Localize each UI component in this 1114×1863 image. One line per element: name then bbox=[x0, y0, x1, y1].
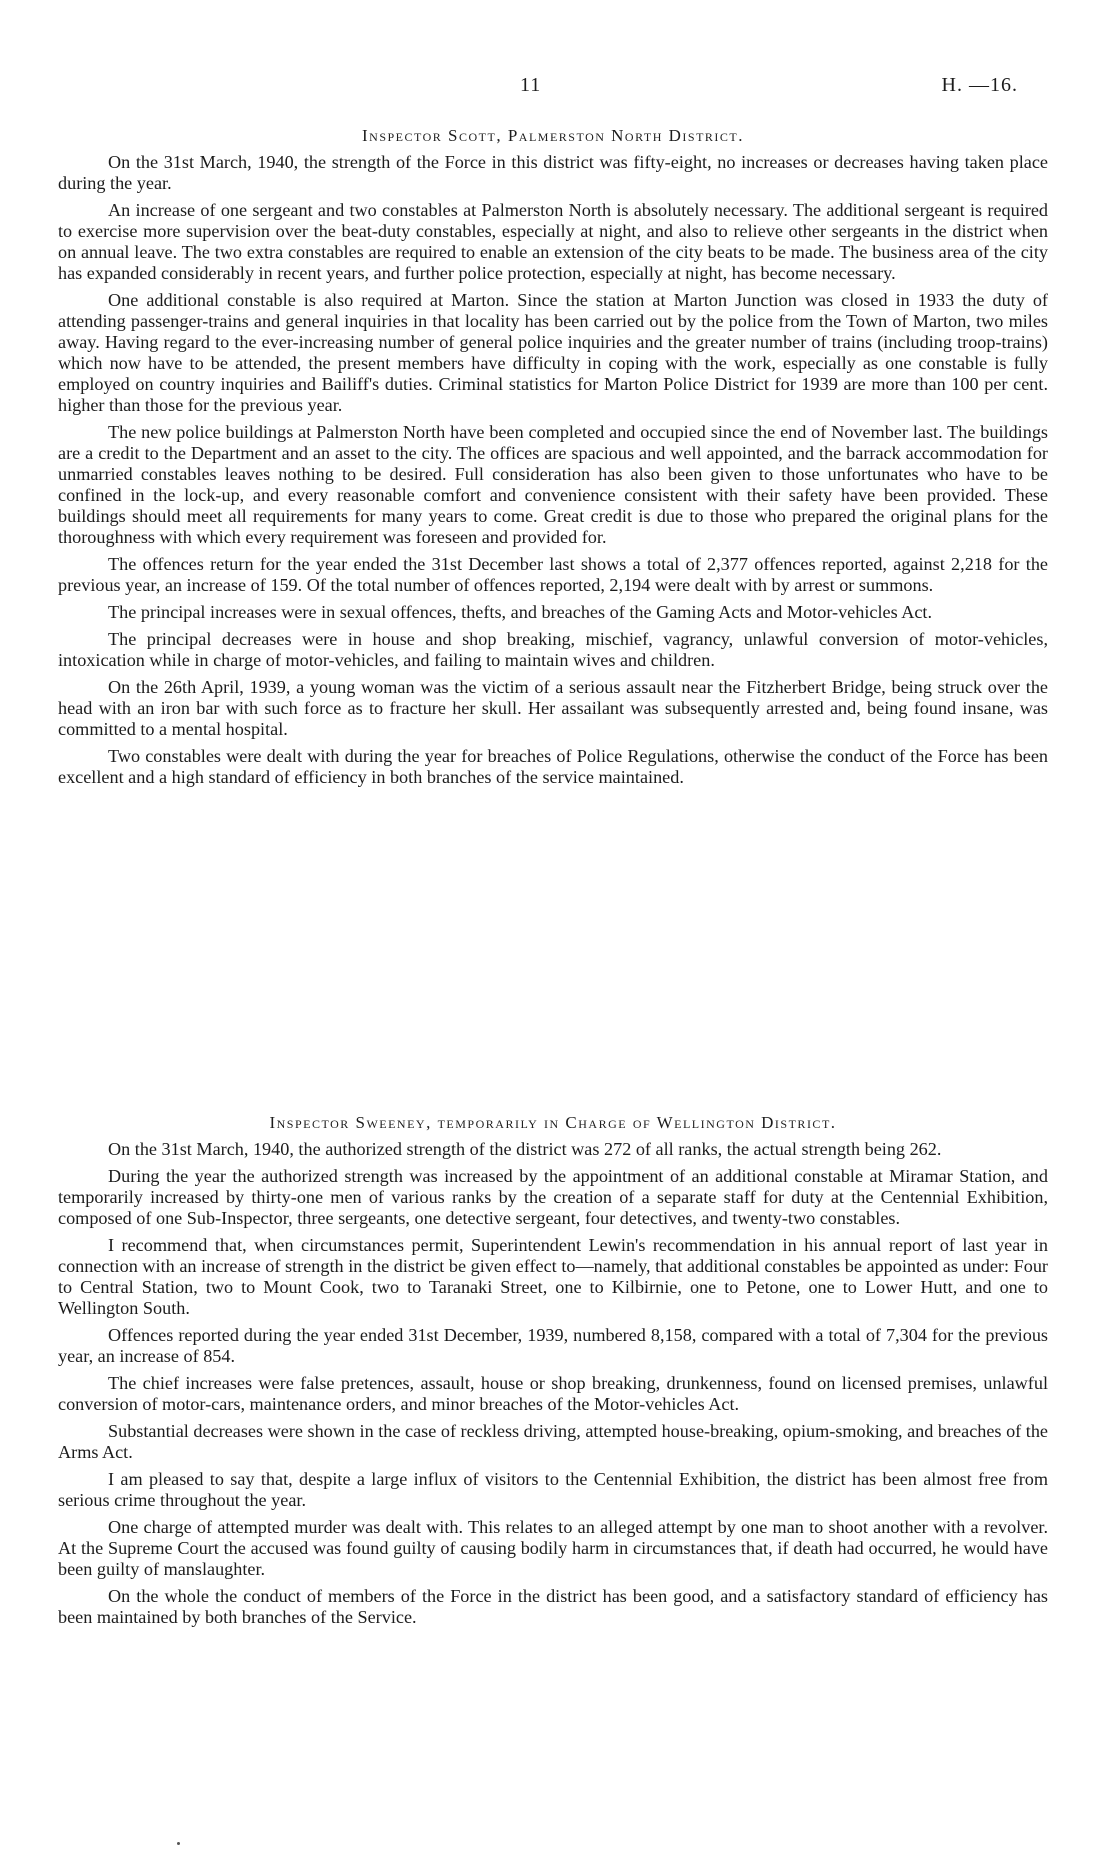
paragraph: On the 31st March, 1940, the strength of the Force in this district was fifty-eight, no increases or decreases having taken place during the year. bbox=[58, 152, 1048, 193]
paragraph: The chief increases were false pretences, assault, house or shop breaking, drunkenness, found on licensed premises, unlawful conversion of motor-cars, maintenance orders, and minor breaches of the Motor-vehicles Act. bbox=[58, 1373, 1048, 1414]
paragraph: On the whole the conduct of members of the Force in the district has been good, and a satisfactory standard of efficiency has been maintained by both branches of the Service. bbox=[58, 1586, 1048, 1627]
paragraph: The principal decreases were in house and shop breaking, mischief, vagrancy, unlawful conversion of motor-vehicles, intoxication while in charge of motor-vehicles, and failing to maintain wives and children. bbox=[58, 629, 1048, 670]
page-number: 11 bbox=[520, 74, 542, 96]
document-reference: H. —16. bbox=[941, 74, 1018, 96]
paragraph: Substantial decreases were shown in the case of reckless driving, attempted house-breaking, opium-smoking, and breaches of the Arms Act. bbox=[58, 1421, 1048, 1462]
paragraph: The offences return for the year ended the 31st December last shows a total of 2,377 offences reported, against 2,218 for the previous year, an increase of 159. Of the total number of offences reported, 2,194 were dealt with by arrest or summons. bbox=[58, 554, 1048, 595]
paragraph: I am pleased to say that, despite a large influx of visitors to the Centennial Exhibition, the district has been almost free from serious crime throughout the year. bbox=[58, 1469, 1048, 1510]
paragraph: One charge of attempted murder was dealt with. This relates to an alleged attempt by one man to shoot another with a revolver. At the Supreme Court the accused was found guilty of causing bodily harm in circumstances that, if death had occurred, he would have been guilty of manslaughter. bbox=[58, 1517, 1048, 1579]
paragraph: On the 31st March, 1940, the authorized strength of the district was 272 of all ranks, the actual strength being 262. bbox=[108, 1139, 942, 1159]
section-heading: Inspector Sweeney, temporarily in Charge of Wellington District. bbox=[269, 1113, 837, 1132]
paragraph: Two constables were dealt with during the year for breaches of Police Regulations, otherwise the conduct of the Force has been excellent and a high standard of efficiency in both branches of the service maintained. bbox=[58, 746, 1048, 787]
paragraph: One additional constable is also required at Marton. Since the station at Marton Junction was closed in 1933 the duty of attending passenger-trains and general inquiries in that locality has been carried out by the police from the Town of Marton, two miles away. Having regard to the ever-increasing number of general police inquiries and the greater number of trains (including troop-trains) which now have to be attended, the present members have difficulty in coping with the work, especially as one constable is fully employed on country inquiries and Bailiff's duties. Criminal statistics for Marton Police District for 1939 are more than 100 per cent. higher than those for the previous year. bbox=[58, 290, 1048, 415]
paragraph: During the year the authorized strength was increased by the appointment of an additional constable at Miramar Station, and temporarily increased by thirty-one men of various ranks by the creation of a separate staff for duty at the Centennial Exhibition, composed of one Sub-Inspector, three sergeants, one detective sergeant, four detectives, and twenty-two constables. bbox=[58, 1166, 1048, 1228]
paragraph: Offences reported during the year ended 31st December, 1939, numbered 8,158, compared with a total of 7,304 for the previous year, an increase of 854. bbox=[58, 1325, 1048, 1366]
paragraph: An increase of one sergeant and two constables at Palmerston North is absolutely necessary. The additional sergeant is required to exercise more supervision over the beat-duty constables, especially at night, and also to relieve other sergeants in the district when on annual leave. The two extra constables are required to enable an extension of the city beats to be made. The business area of the city has expanded considerably in recent years, and further police protection, especially at night, has become necessary. bbox=[58, 200, 1048, 283]
print-mark bbox=[177, 1842, 180, 1845]
paragraph: On the 26th April, 1939, a young woman was the victim of a serious assault near the Fitzherbert Bridge, being struck over the head with an iron bar with such force as to fracture her skull. Her assailant was subsequently arrested and, being found insane, was committed to a mental hospital. bbox=[58, 677, 1048, 739]
section-heading: Inspector Scott, Palmerston North District. bbox=[362, 126, 744, 145]
paragraph: The principal increases were in sexual offences, thefts, and breaches of the Gaming Acts and Motor-vehicles Act. bbox=[108, 602, 933, 622]
paragraph: I recommend that, when circumstances permit, Superintendent Lewin's recommendation in his annual report of last year in connection with an increase of strength in the district be given effect to—namely, that additional constables be appointed as under: Four to Central Station, two to Mount Cook, two to Taranaki Street, one to Kilbirnie, one to Petone, one to Lower Hutt, and one to Wellington South. bbox=[58, 1235, 1048, 1318]
section-palmerston-north bbox=[58, 126, 1048, 794]
paragraph: The new police buildings at Palmerston North have been completed and occupied since the end of November last. The buildings are a credit to the Department and an asset to the city. The offices are spacious and well appointed, and the barrack accommodation for unmarried constables leaves nothing to be desired. Full consideration has also been given to those unfortunates who have to be confined in the lock-up, and every reasonable comfort and convenience consistent with their safety have been provided. These buildings should meet all requirements for many years to come. Great credit is due to those who prepared the original plans for the thoroughness with which every requirement was foreseen and provided for. bbox=[58, 422, 1048, 547]
section-wellington bbox=[58, 1113, 1048, 1634]
